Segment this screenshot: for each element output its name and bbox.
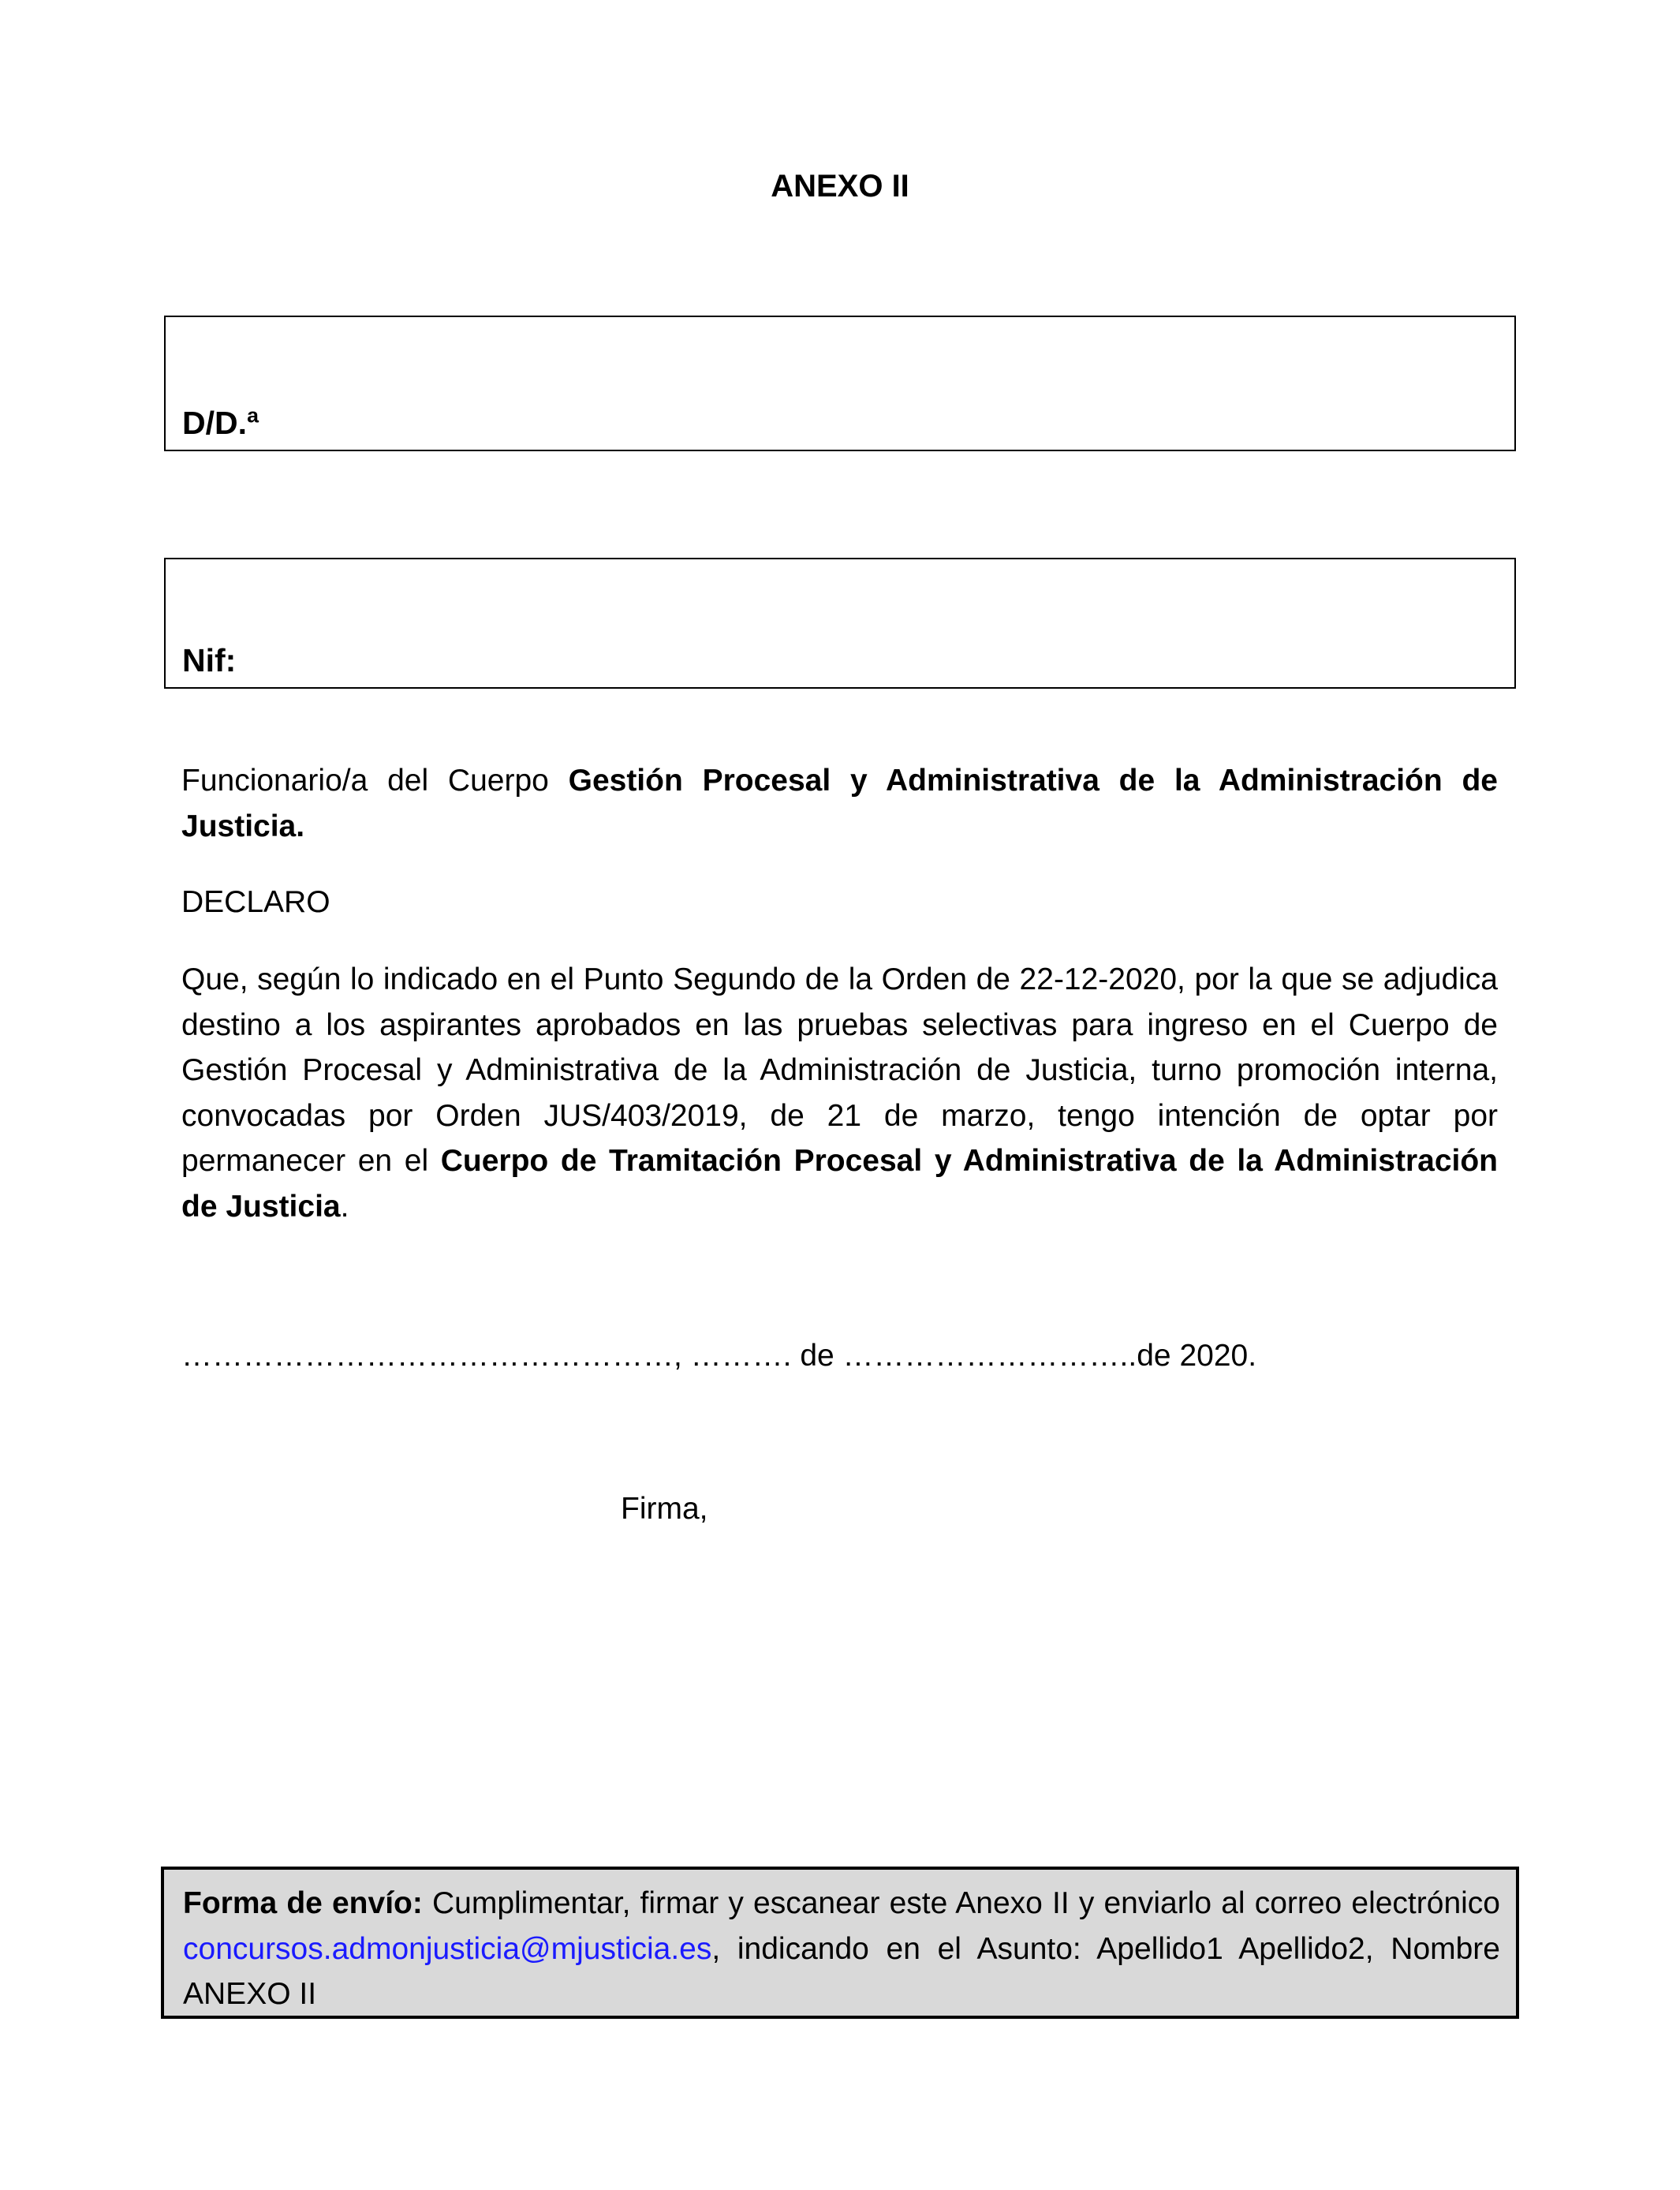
send-instructions-box xyxy=(161,1867,1519,2019)
name-field-box[interactable] xyxy=(164,316,1516,451)
email-link[interactable]: concursos.admonjusticia@mjusticia.es xyxy=(183,1931,712,1966)
name-field-label: D/D.ª xyxy=(182,405,259,441)
declaration-text: Que, según lo indicado en el Punto Segundo de la Orden de 22-12-2020, por la que se adjudica destino a los aspirantes aprobados en las pruebas selectivas para ingreso en el Cuerpo de Gestión Procesal y Administrativa de la Administración de Justicia, turno promoción interna, convocadas por Orden JUS/403/2019, de 21 de marzo, tengo intención de optar por permanecer en el xyxy=(181,962,1498,1178)
send-label: Forma de envío: xyxy=(183,1886,423,1920)
send-text-after-email: , indicando en el Asunto: Apellido1 Apellido2, Nombre ANEXO II xyxy=(183,1931,1500,2011)
signature-label: Firma, xyxy=(621,1492,708,1526)
declaration-paragraph xyxy=(181,957,1498,1229)
send-instructions-text xyxy=(183,1881,1500,2017)
declaration-bold-cuerpo: Cuerpo de Tramitación Procesal y Administrativa de la Administración de Justicia xyxy=(181,1144,1498,1224)
nif-field-label: Nif: xyxy=(182,642,237,678)
declaro-heading: DECLARO xyxy=(181,885,330,919)
funcionario-paragraph xyxy=(181,758,1498,849)
document-title: ANEXO II xyxy=(771,169,909,204)
send-text-before-email: Cumplimentar, firmar y escanear este Anexo II y enviarlo al correo electrónico xyxy=(422,1886,1500,1920)
declaration-suffix: . xyxy=(340,1189,349,1224)
funcionario-prefix: Funcionario/a del Cuerpo xyxy=(181,764,569,798)
nif-field-box[interactable] xyxy=(164,558,1516,689)
cuerpo-name-bold: Gestión Procesal y Administrativa de la Administración de Justicia. xyxy=(181,764,1498,843)
date-line: …………………………………………, ………. de ………………………..de 2020. xyxy=(181,1339,1257,1373)
